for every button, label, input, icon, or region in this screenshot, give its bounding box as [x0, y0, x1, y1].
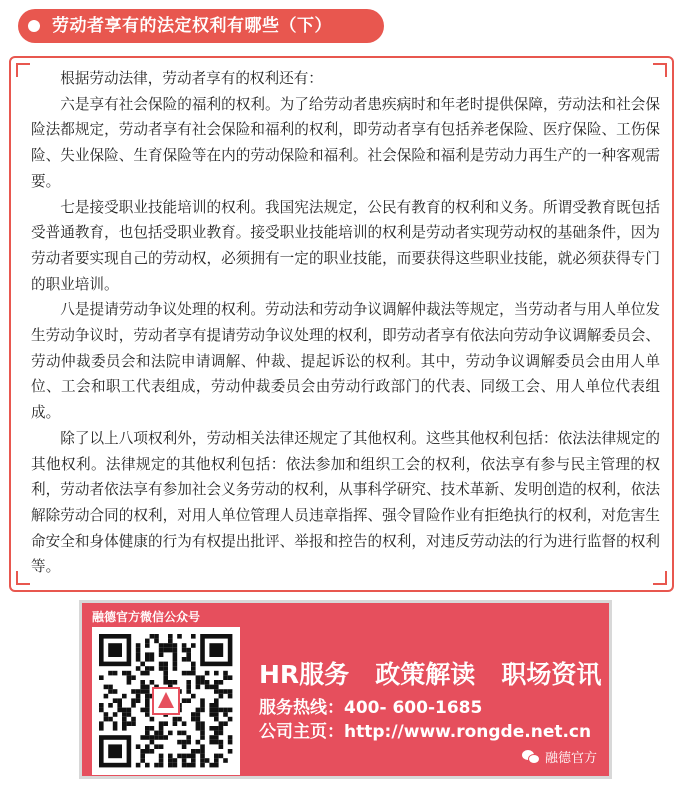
banner-label: 融德官方微信公众号	[92, 610, 201, 624]
article-paragraph: 七是接受职业技能培训的权利。我国宪法规定，公民有教育的权利和义务。所谓受教育既包括受普通教育，也包括受职业教育。接受职业技能培训的权利是劳动者实现劳动权的基础条件，因为劳动者要实现自己的劳动权，必须拥有一定的职业技能，而要获得这些职业技能，就必须获得专门的职业培训。	[31, 198, 660, 293]
article-paragraph: 六是享有社会保险的福利的权利。为了给劳动者患疾病时和年老时提供保障，劳动法和社会保险法都规定，劳动者享有社会保险和福利的权利，即劳动者享有包括养老保险、医疗保险、工伤保险、失业保险、生育保险等在内的劳动保险和福利。社会保险和福利是劳动力再生产的一种客观需要。	[31, 95, 660, 190]
promo-banner	[79, 600, 612, 779]
corner-decoration-icon	[16, 571, 30, 585]
qr-code-icon[interactable]	[92, 627, 240, 775]
logo-icon	[152, 687, 180, 715]
service-hotline: 服务热线：400- 600-1685	[259, 698, 483, 718]
wechat-icon	[522, 750, 540, 764]
wechat-account-name: 融德官方	[544, 751, 597, 766]
article-body	[31, 66, 660, 580]
banner-slogan: HR服务 政策解读 职场资讯	[259, 660, 602, 689]
article-paragraph: 根据劳动法律，劳动者享有的权利还有：	[60, 70, 323, 87]
company-homepage-link[interactable]: 公司主页：http://www.rongde.net.cn	[259, 722, 592, 742]
corner-decoration-icon	[16, 63, 30, 77]
wechat-account-tag	[522, 747, 597, 766]
article-paragraph: 八是提请劳动争议处理的权利。劳动法和劳动争议调解仲裁法等规定，当劳动者与用人单位发生劳动争议时，劳动者享有提请劳动争议处理的权利，即劳动者享有依法向劳动争议调解委员会、劳动仲裁委员会和法院申请调解、仲裁、提起诉讼的权利。其中，劳动争议调解委员会由用人单位、工会和职工代表组成，劳动仲裁委员会由劳动行政部门的代表、同级工会、用人单位代表组成。	[31, 301, 660, 422]
bullet-dot-icon	[28, 20, 40, 32]
section-title: 劳动者享有的法定权利有哪些（下）	[52, 16, 332, 36]
section-title-bar	[18, 9, 384, 43]
article-frame	[9, 56, 674, 592]
article-paragraph: 除了以上八项权利外，劳动相关法律还规定了其他权利。这些其他权利包括：依法法律规定的其他权利。法律规定的其他权利包括：依法参加和组织工会的权利，依法享有参与民主管理的权利，劳动者依法享有参加社会义务劳动的权利，从事科学研究、技术革新、发明创造的权利，依法解除劳动合同的权利，对用人单位管理人员违章指挥、强令冒险作业有拒绝执行的权利，对危害生命安全和身体健康的行为有权提出批评、举报和控告的权利，对违反劳动法的行为进行监督的权利等。	[31, 429, 660, 576]
